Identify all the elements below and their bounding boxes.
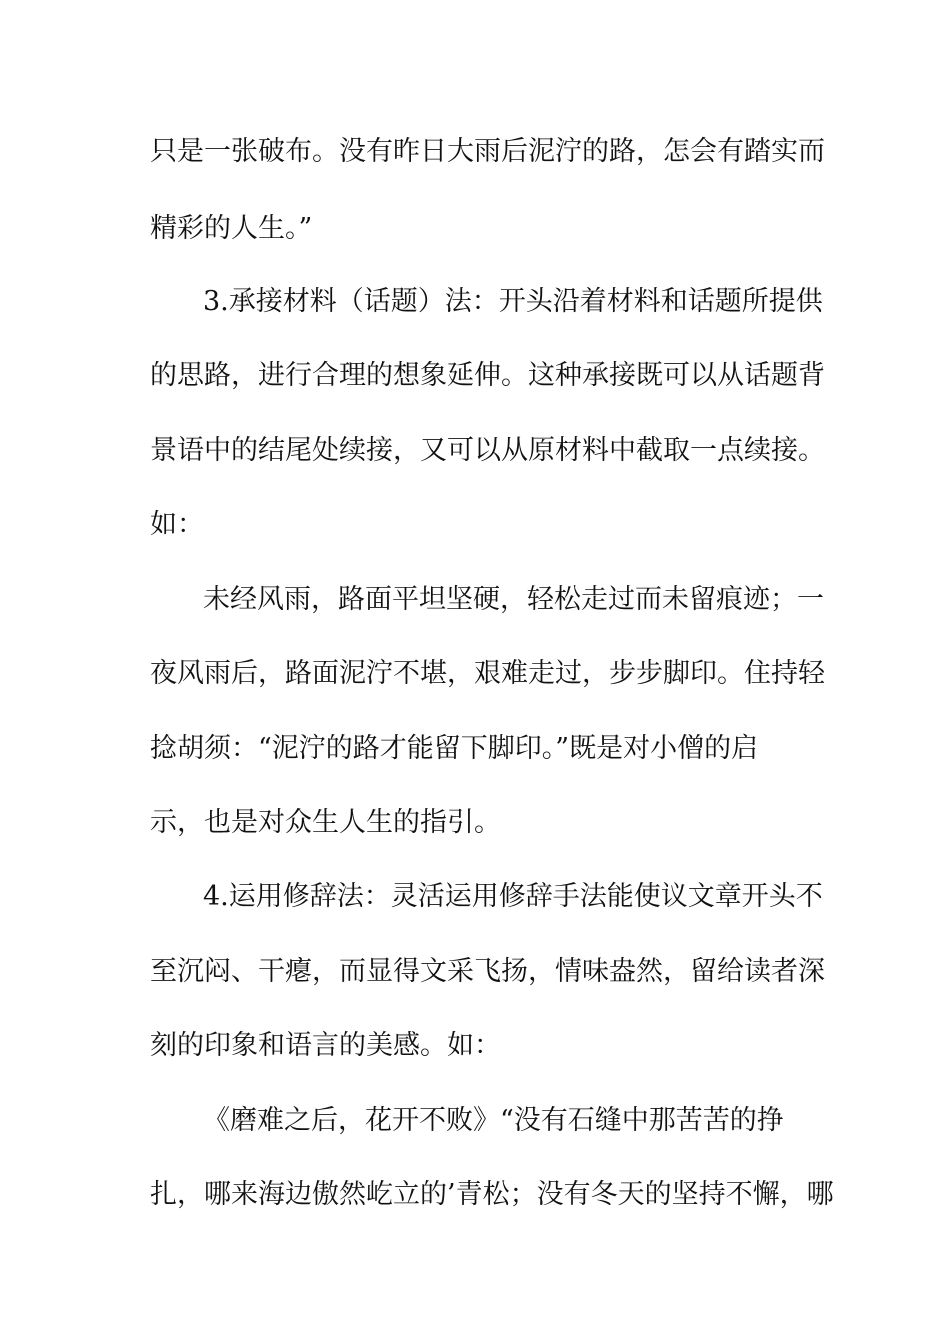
example-paragraph: 未经风雨，路面平坦坚硬，轻松走过而未留痕迹；一 <box>203 584 824 615</box>
text-line: 扎，哪来海边傲然屹立的’青松；没有冬天的坚持不懈，哪 <box>150 1179 834 1210</box>
text-line: 至沉闷、干瘪，而显得文采飞扬，情味盎然，留给读者深 <box>150 956 825 987</box>
example-paragraph: 《磨难之后，花开不败》“没有石缝中那苦苦的挣 <box>203 1105 784 1136</box>
text-line: 示，也是对众生人生的指引。 <box>150 807 501 838</box>
text-line: 只是一张破布。没有昨日大雨后泥泞的路，怎会有踏实而 <box>150 136 825 167</box>
text-line: 的思路，进行合理的想象延伸。这种承接既可以从话题背 <box>150 360 825 391</box>
text-line: 景语中的结尾处续接，又可以从原材料中截取一点续接。 <box>150 435 825 466</box>
text-line: 夜风雨后，路面泥泞不堪，艰难走过，步步脚印。住持轻 <box>150 658 825 689</box>
text-line: 刻的印象和语言的美感。如： <box>150 1030 501 1061</box>
text-line: 捻胡须：“泥泞的路才能留下脚印。”既是对小僧的启 <box>150 733 759 764</box>
paragraph-4-heading: 4.运用修辞法：灵活运用修辞手法能使议文章开头不 <box>203 881 823 912</box>
text-line: 精彩的人生。” <box>150 213 313 244</box>
paragraph-3-heading: 3.承接材料（话题）法：开头沿着材料和话题所提供 <box>203 286 823 317</box>
text-line: 如： <box>150 509 204 540</box>
